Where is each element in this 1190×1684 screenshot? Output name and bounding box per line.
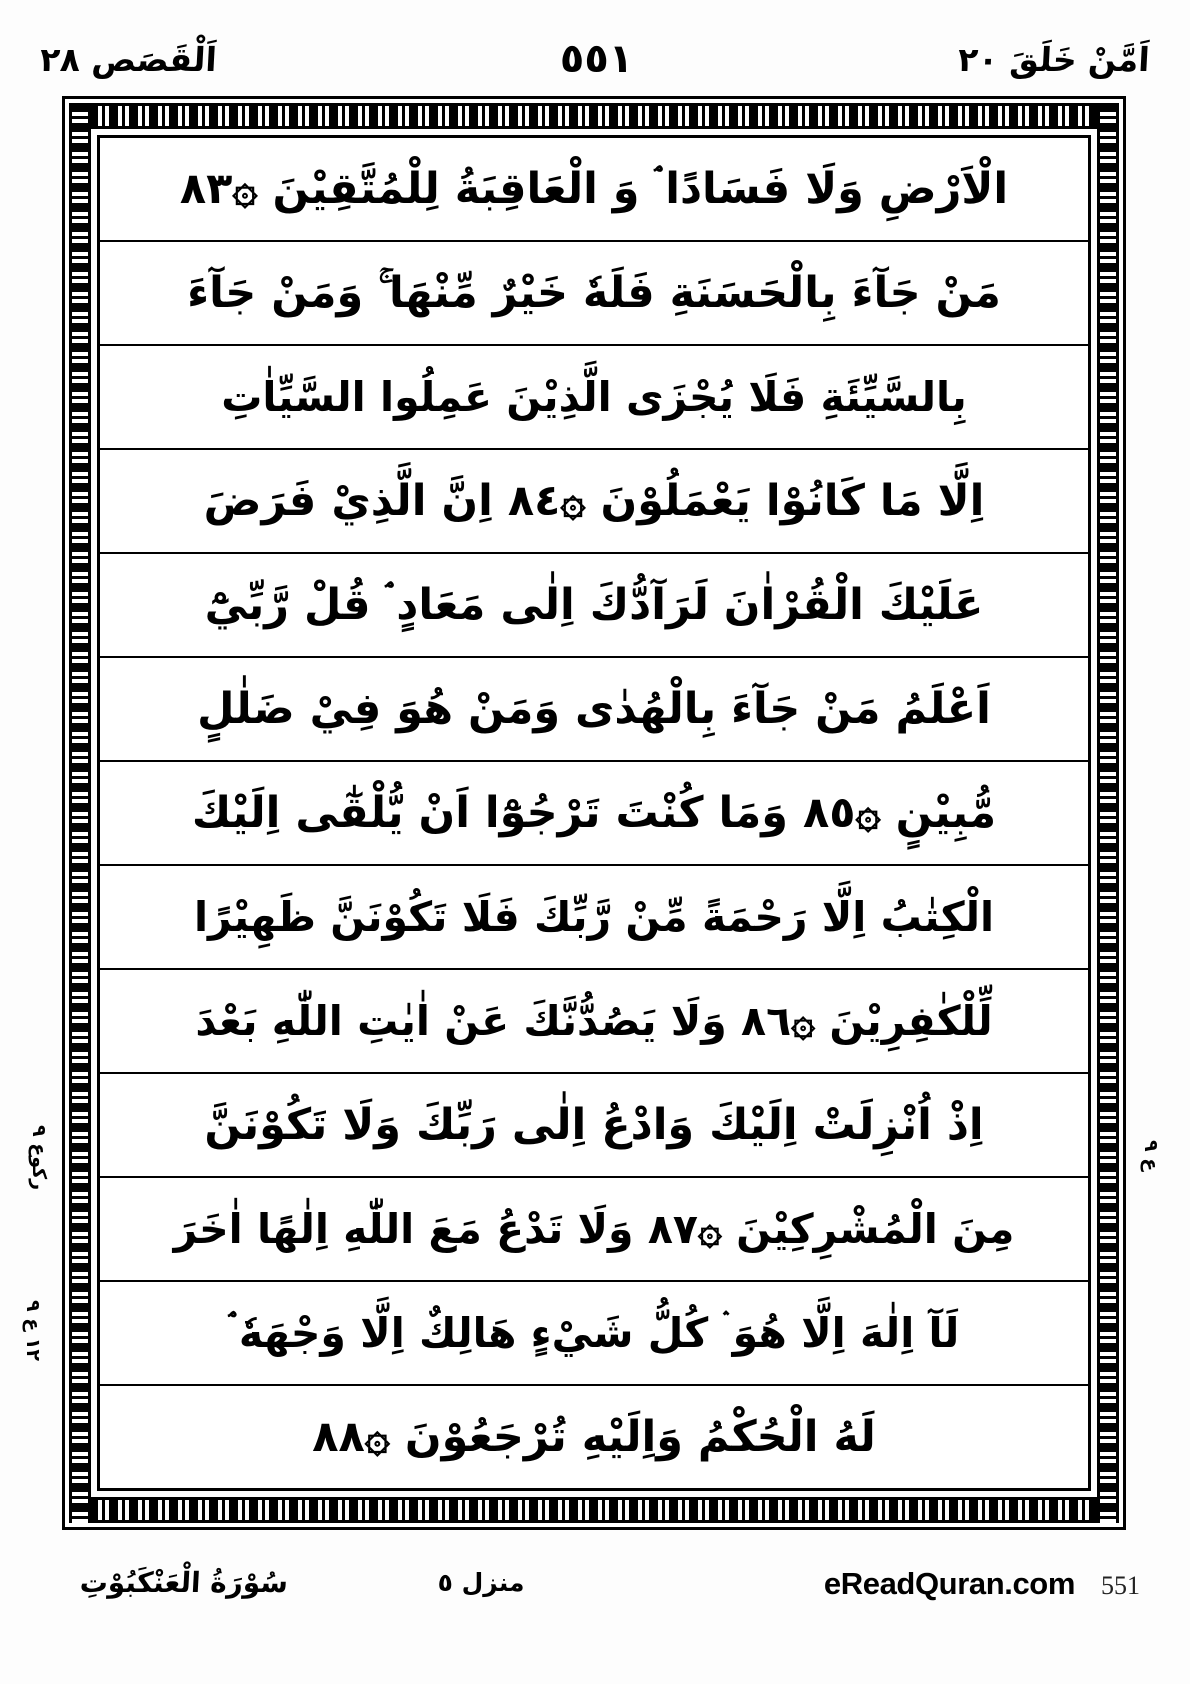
page-footer <box>60 1560 1140 1630</box>
ayah-line-text: اَعْلَمُ مَنْ جَآءَ بِالْهُدٰى وَمَنْ هُوَ فِيْ ضَلٰلٍ <box>197 683 991 734</box>
footer-page-number: 551 <box>1101 1571 1140 1600</box>
border-band-left <box>69 103 91 1523</box>
margin-sajda-mark: ١٢ ع ٩ <box>21 1300 44 1362</box>
ayah-line-text: عَلَيْكَ الْقُرْاٰنَ لَرَآدُّكَ اِلٰى مَعَادٍ ۘ قُلْ رَّبِّيْٓ <box>204 579 984 630</box>
border-band-top <box>69 103 1119 129</box>
footer-website-link[interactable]: eReadQuran.com <box>823 1566 1075 1601</box>
ayah-line <box>100 1074 1088 1178</box>
text-block <box>97 135 1091 1491</box>
ayah-line-text: اِذْ اُنْزِلَتْ اِلَيْكَ وَادْعُ اِلٰى رَبِّكَ وَلَا تَكُوْنَنَّ <box>204 1099 984 1150</box>
border-band-right <box>1097 103 1119 1523</box>
ayah-line-text: لِّلْكٰفِرِيْنَ ۞٨٦ وَلَا يَصُدُّنَّكَ عَنْ اٰيٰتِ اللّٰهِ بَعْدَ <box>195 996 993 1045</box>
ayah-line <box>100 138 1088 242</box>
ayah-line-text: مُّبِيْنٍ ۞٨٥ وَمَا كُنْتَ تَرْجُوْٓا اَنْ يُّلْقٰٓى اِلَيْكَ <box>191 787 997 838</box>
header-page-number: ٥٥١ <box>559 36 634 82</box>
ayah-line <box>100 1178 1088 1282</box>
ayah-line-text: اِلَّا مَا كَانُوْا يَعْمَلُوْنَ ۞٨٤ اِنَّ الَّذِيْ فَرَضَ <box>203 475 985 526</box>
ayah-line-text: مَنْ جَآءَ بِالْحَسَنَةِ فَلَهٗ خَيْرٌ مِّنْهَا ۚ وَمَنْ جَآءَ <box>187 267 1001 318</box>
ayah-line <box>100 866 1088 970</box>
ayah-line <box>100 1386 1088 1488</box>
ayah-line-text: لَآ اِلٰهَ اِلَّا هُوَ ۛ كُلُّ شَيْءٍ هَالِكٌ اِلَّا وَجْهَهٗ ۘ <box>228 1308 960 1357</box>
header-juz-label: اَمَّنْ خَلَقَ ٢٠ <box>957 39 1152 79</box>
ayah-line-text: الْاَرْضِ وَلَا فَسَادًا ۘ وَ الْعَاقِبَةُ لِلْمُتَّقِيْنَ ۞٨٣ <box>179 163 1009 214</box>
footer-surah-name: سُوْرَةُ الْعَنْكَبُوْتِ <box>78 1566 289 1599</box>
ayah-line-text: مِنَ الْمُشْرِكِيْنَ ۞٨٧ وَلَا تَدْعُ مَعَ اللّٰهِ اِلٰهًا اٰخَرَ <box>173 1204 1015 1253</box>
footer-right-group <box>824 1560 1140 1602</box>
margin-ruku-mark: ركوع ٩ <box>27 1125 50 1191</box>
ornamental-border <box>62 96 1126 1530</box>
border-band-bottom <box>69 1497 1119 1523</box>
ayah-line <box>100 554 1088 658</box>
footer-manzil-label: منزل ٥ <box>437 1568 525 1597</box>
ayah-line-text: بِالسَّيِّئَةِ فَلَا يُجْزَى الَّذِيْنَ عَمِلُوا السَّيِّاٰتِ <box>221 372 967 421</box>
ayah-line-text: لَهُ الْحُكْمُ وَاِلَيْهِ تُرْجَعُوْنَ ۞٨٨ <box>312 1411 876 1462</box>
header-surah-label: اَلْقَصَص ٢٨ <box>38 39 218 79</box>
page-header <box>40 28 1150 90</box>
ayah-line-text: الْكِتٰبُ اِلَّا رَحْمَةً مِّنْ رَّبِّكَ فَلَا تَكُوْنَنَّ ظَهِيْرًا <box>193 892 995 941</box>
ayah-line <box>100 346 1088 450</box>
ayah-line <box>100 970 1088 1074</box>
ayah-line <box>100 1282 1088 1386</box>
ayah-line <box>100 450 1088 554</box>
margin-right-mark: ع ٩ <box>1140 1140 1162 1172</box>
ayah-line <box>100 762 1088 866</box>
ayah-line <box>100 658 1088 762</box>
ayah-line <box>100 242 1088 346</box>
